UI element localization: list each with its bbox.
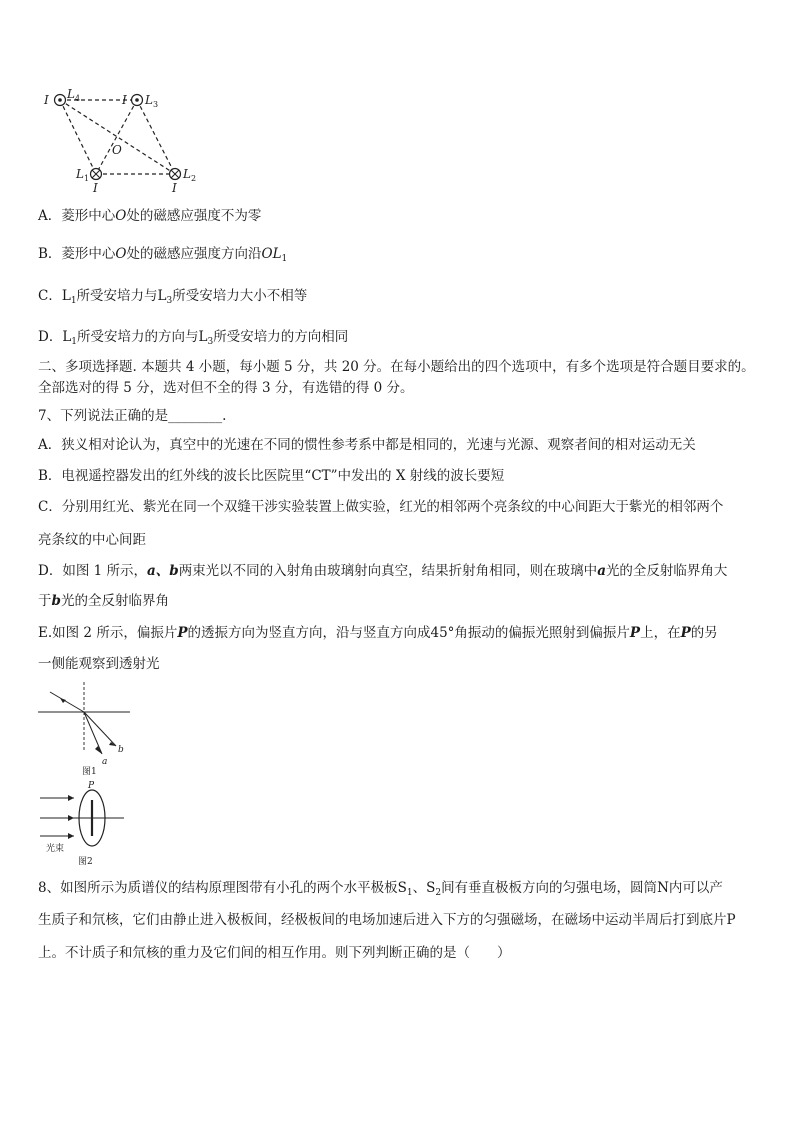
section2-instructions-line2: 全部选对的得 5 分，选对但不全的得 3 分，有选错的得 0 分。	[38, 380, 414, 396]
q7-option-d-line2: 于b光的全反射临界角	[38, 593, 169, 609]
q8-stem-line1: 8、如图所示为质谱仪的结构原理图带有小孔的两个水平极板$S_1$、$S_2$间有垂直极板方向的匀强电场，圆筒N内可以产	[38, 880, 723, 898]
figure-1-caption: 图1	[82, 767, 97, 776]
label-current-l4: I	[44, 93, 49, 107]
wire-l3-out-icon	[132, 95, 143, 106]
wire-l2-in-icon	[170, 169, 181, 180]
figure-2-polarizer	[36, 778, 136, 868]
rhombus-current-figure	[40, 86, 210, 198]
q8-stem-line2: 生质子和氘核，它们由静止进入极板间，经极板间的电场加速后进入下方的匀强磁场，在磁场中运动半周后打到底片P	[38, 912, 736, 928]
label-center-o: O	[112, 143, 122, 157]
q7-option-c-line1: C．分别用红光、紫光在同一个双缝干涉实验装置上做实验，红光的相邻两个亮条纹的中心间距大于紫光的相邻两个	[38, 499, 724, 515]
q6-option-c: C．$L_1$所受安培力与$L_3$所受安培力大小不相等	[38, 288, 308, 306]
label-l2-sub: 2	[191, 174, 197, 183]
section2-instructions-line1: 二、多项选择题. 本题共 4 小题，每小题 5 分，共 20 分。在每小题给出的四个选项中，有多个选项是符合题目要求的。	[38, 359, 755, 375]
q6-option-d: D．$L_1$所受安培力的方向与$L_3$所受安培力的方向相同	[38, 329, 349, 347]
figure-1-label-a: a	[102, 757, 108, 767]
wire-l1-in-icon	[91, 169, 102, 180]
q7-stem: 7、下列说法正确的是________.	[38, 408, 227, 424]
q7-option-c-line2: 亮条纹的中心间距	[38, 532, 146, 548]
q6-option-a: A．菱形中心O处的磁感应强度不为零	[38, 208, 262, 224]
wire-l4-out-icon	[55, 95, 66, 106]
q7-option-d-line1: D．如图 1 所示，a、b两束光以不同的入射角由玻璃射向真空，结果折射角相同，则在玻璃中a光的全反射临界角大	[38, 563, 728, 579]
label-l3-sub: 3	[153, 100, 159, 109]
figure-2-label-p: P	[88, 781, 95, 791]
figure-1-label-b: b	[118, 745, 124, 755]
q7-option-e-line1: E.如图 2 所示，偏振片P的透振方向为竖直方向，沿与竖直方向成45°角振动的偏振光照射到偏振片P上，在P的另	[38, 625, 718, 641]
label-l4: L	[67, 87, 75, 101]
label-l1: L	[76, 167, 84, 181]
label-current-l3: I	[122, 93, 127, 107]
label-l3: L	[145, 93, 153, 107]
label-l2: L	[183, 167, 191, 181]
label-current-l1: I	[93, 181, 98, 195]
figure-1-refraction	[36, 680, 136, 776]
q7-option-e-line2: 一侧能观察到透射光	[38, 656, 160, 672]
q6-option-b: B．菱形中心O处的磁感应强度方向沿$OL_1$	[38, 246, 288, 264]
q7-option-b: B．电视遥控器发出的红外线的波长比医院里“CT”中发出的 X 射线的波长要短	[38, 468, 505, 484]
q7-option-a: A．狭义相对论认为，真空中的光速在不同的惯性参考系中都是相同的，光速与光源、观察者间的相对运动无关	[38, 437, 696, 453]
figure-2-label-beam: 光束	[46, 844, 65, 854]
figure-2-caption: 图2	[78, 857, 93, 867]
label-l1-sub: 1	[84, 174, 90, 183]
q8-stem-line3: 上。不计质子和氘核的重力及它们间的相互作用。则下列判断正确的是（ ）	[38, 945, 511, 961]
label-current-l2: I	[172, 181, 177, 195]
label-l4-sub: 4	[75, 94, 81, 103]
